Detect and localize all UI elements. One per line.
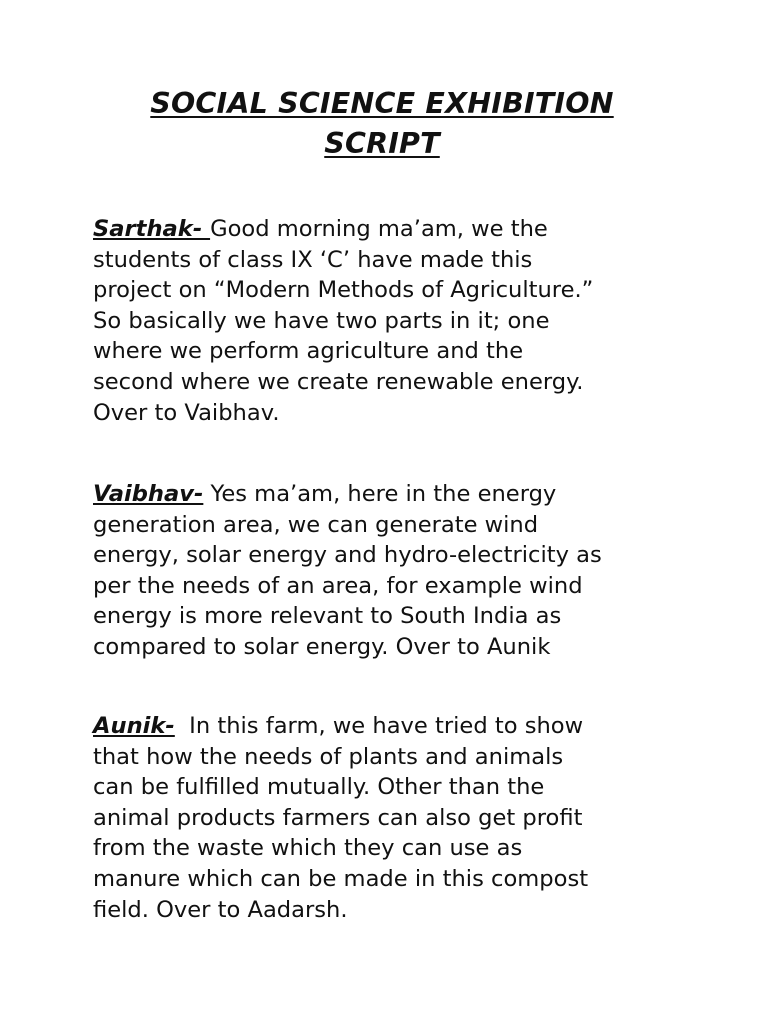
speaker-label: Sarthak- <box>93 216 211 242</box>
paragraph-aunik <box>93 711 693 925</box>
paragraph-line: generation area, we can generate wind <box>93 511 539 538</box>
paragraph-line: that how the needs of plants and animals <box>93 743 564 770</box>
paragraph-line: where we perform agriculture and the <box>93 338 524 365</box>
dialogue-text: Good morning ma’am, we the <box>210 216 548 242</box>
paragraph-line: Over to Vaibhav. <box>93 399 280 426</box>
document-title <box>60 84 704 164</box>
paragraph-vaibhav <box>93 479 693 663</box>
title-line-2: SCRIPT <box>324 127 440 160</box>
paragraph-line: manure which can be made in this compost <box>93 865 589 892</box>
speaker-label: Vaibhav- <box>93 481 204 507</box>
paragraph-line: from the waste which they can use as <box>93 835 523 862</box>
paragraph-line: per the needs of an area, for example wind <box>93 572 583 599</box>
paragraph-line: field. Over to Aadarsh. <box>93 896 348 923</box>
paragraph-line: second where we create renewable energy. <box>93 368 584 395</box>
paragraph-line <box>93 479 693 510</box>
paragraph-line: can be fulfilled mutually. Other than the <box>93 774 545 801</box>
paragraph-sarthak <box>93 214 693 428</box>
paragraph-line: students of class IX ‘C’ have made this <box>93 246 533 273</box>
paragraph-line <box>93 214 693 245</box>
dialogue-text: In this farm, we have tried to show <box>174 713 584 739</box>
dialogue-text: Yes ma’am, here in the energy <box>203 481 557 507</box>
paragraph-line: energy is more relevant to South India as <box>93 603 562 630</box>
paragraph-line: energy, solar energy and hydro-electricity as <box>93 542 602 569</box>
paragraph-line: So basically we have two parts in it; one <box>93 307 550 334</box>
paragraph-line <box>93 711 693 742</box>
paragraph-line: compared to solar energy. Over to Aunik <box>93 633 551 660</box>
title-line-1: SOCIAL SCIENCE EXHIBITION <box>150 87 614 120</box>
paragraph-line: project on “Modern Methods of Agriculture.” <box>93 277 594 304</box>
speaker-label: Aunik- <box>93 713 175 739</box>
paragraph-line: animal products farmers can also get profit <box>93 804 583 831</box>
